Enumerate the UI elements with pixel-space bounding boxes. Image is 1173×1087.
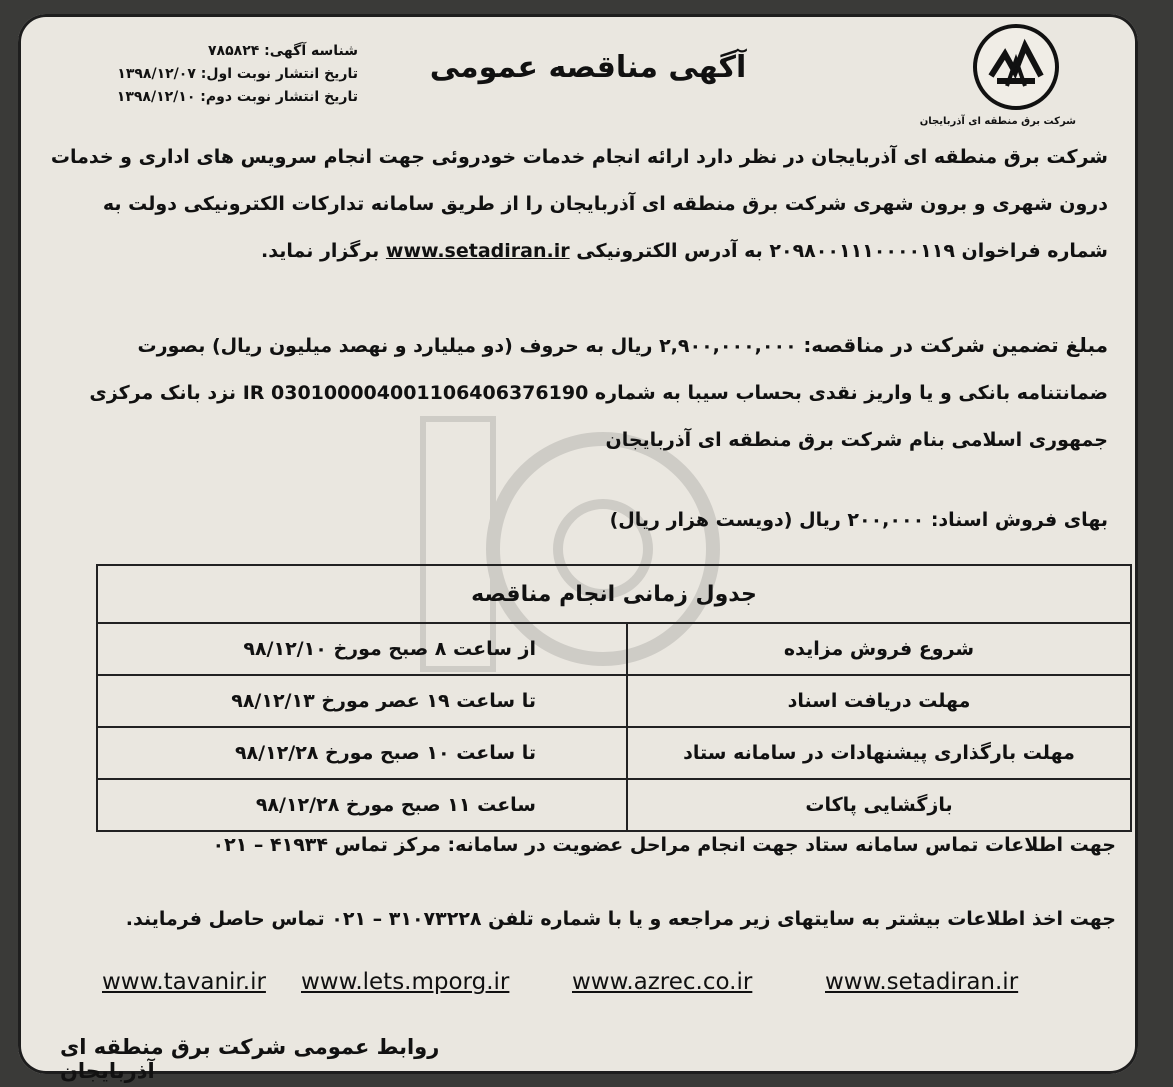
footer-signature: روابط عمومی شرکت برق منطقه ای آذربایجان	[60, 1035, 440, 1083]
contact-line-phone: جهت اخذ اطلاعات بیشتر به سایتهای زیر مراجعه و یا با شماره تلفن ۳۱۰۷۳۲۲۸ – ۰۲۱ تماس حاصل فرمایند.	[125, 908, 1116, 930]
guarantee-lead: مبلغ تضمین شرکت در مناقصه:	[803, 333, 1108, 357]
schedule-value: از ساعت ۸ صبح مورخ ۹۸/۱۲/۱۰	[97, 623, 627, 675]
table-row	[97, 727, 1131, 779]
schedule-value: تا ساعت ۱۹ عصر مورخ ۹۸/۱۲/۱۳	[97, 675, 627, 727]
guarantee-paragraph	[40, 322, 1108, 464]
link-tavanir[interactable]: www.tavanir.ir	[102, 969, 266, 995]
website-links	[98, 969, 1048, 1009]
page-title: آگهی مناقصه عمومی	[429, 50, 747, 85]
intro-paragraph	[40, 134, 1108, 275]
schedule-value: ساعت ۱۱ صبح مورخ ۹۸/۱۲/۲۸	[97, 779, 627, 831]
logo-caption: شرکت برق منطقه ای آذربایجان	[919, 116, 1076, 127]
notice-page	[18, 14, 1138, 1083]
table-row	[97, 623, 1131, 675]
setad-link[interactable]: www.setadiran.ir	[385, 240, 570, 262]
schedule-label: بازگشایی پاکات	[627, 779, 1131, 831]
schedule-table	[96, 564, 1132, 832]
schedule-title: جدول زمانی انجام مناقصه	[97, 565, 1131, 623]
schedule-label: مهلت دریافت اسناد	[627, 675, 1131, 727]
guarantee-text: ۲,۹۰۰,۰۰۰,۰۰۰ ریال به حروف (دو میلیارد و نهصد میلیون ریال) بصورت ضمانتنامه بانکی و یا واریز نقدی بحساب سیبا به شماره IR 030100004001106406376190 نزد بانک مرکزی جمهوری اسلامی بنام شرکت برق منطقه ای آذربایجان	[89, 335, 1108, 451]
table-row	[97, 779, 1131, 831]
table-row	[97, 675, 1131, 727]
first-publish-date: تاریخ انتشار نوبت اول: ۱۳۹۸/۱۲/۰۷	[117, 66, 358, 82]
second-publish-date: تاریخ انتشار نوبت دوم: ۱۳۹۸/۱۲/۱۰	[116, 89, 358, 105]
intro-tail: برگزار نماید.	[261, 240, 380, 262]
company-logo	[919, 24, 1076, 134]
link-azrec[interactable]: www.azrec.co.ir	[572, 969, 753, 995]
notice-id: شناسه آگهی: ۷۸۵۸۲۴	[208, 43, 358, 59]
notice-meta	[88, 40, 358, 109]
link-setadiran[interactable]: www.setadiran.ir	[825, 969, 1019, 995]
contact-line-setad: جهت اطلاعات تماس سامانه ستاد جهت انجام مراحل عضویت در سامانه: مرکز تماس ۴۱۹۳۴ – ۰۲۱	[212, 834, 1116, 856]
schedule-label: مهلت بارگذاری پیشنهادات در سامانه ستاد	[627, 727, 1131, 779]
link-lets-mporg[interactable]: www.lets.mporg.ir	[301, 969, 510, 995]
power-tower-icon	[973, 24, 1059, 110]
doc-price: بهای فروش اسناد: ۲۰۰,۰۰۰ ریال (دویست هزار ریال)	[609, 509, 1108, 531]
intro-text: شرکت برق منطقه ای آذربایجان در نظر دارد ارائه انجام خدمات خودروئی جهت انجام سرویس های اداری و خدمات درون شهری و برون شهری شرکت برق منطقه ای آذربایجان را از طریق سامانه تدارکات الکترونیکی دولت به شماره فراخوان ۲۰۹۸۰۰۱۱۱۰۰۰۰۱۱۹ به آدرس الکترونیکی	[50, 146, 1108, 262]
schedule-value: تا ساعت ۱۰ صبح مورخ ۹۸/۱۲/۲۸	[97, 727, 627, 779]
schedule-label: شروع فروش مزایده	[627, 623, 1131, 675]
schedule-header-row	[97, 565, 1131, 623]
